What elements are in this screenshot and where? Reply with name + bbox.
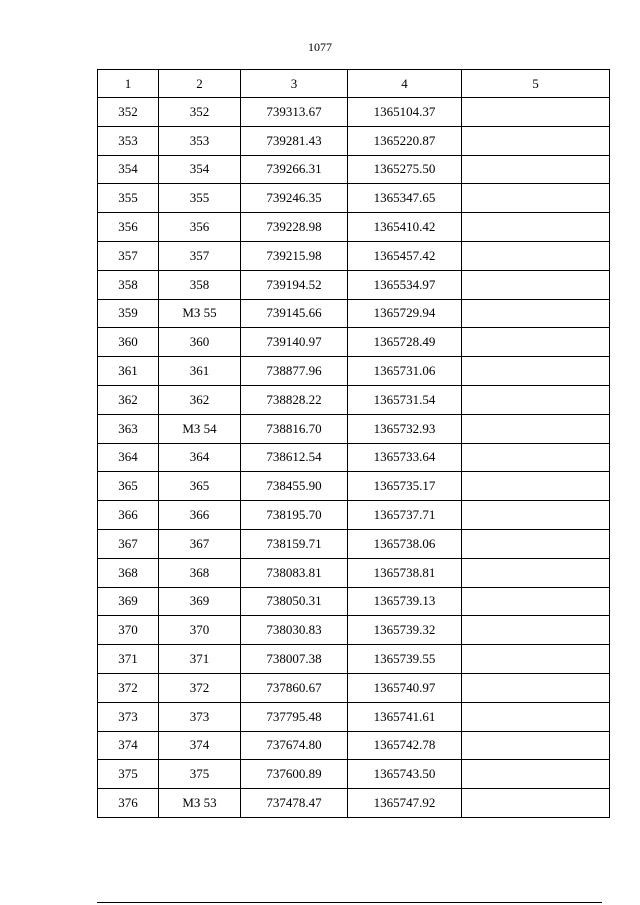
table-cell-col-2: 356 bbox=[159, 213, 241, 242]
table-body bbox=[98, 98, 610, 818]
table-cell-col-4: 1365534.97 bbox=[348, 270, 462, 299]
table-cell-col-5 bbox=[462, 789, 610, 818]
table-cell-col-2: 354 bbox=[159, 155, 241, 184]
header-cell-1: 1 bbox=[98, 70, 159, 98]
table-cell-col-1: 360 bbox=[98, 328, 159, 357]
table-cell-col-5 bbox=[462, 299, 610, 328]
table-row bbox=[98, 616, 610, 645]
table-cell-col-4: 1365275.50 bbox=[348, 155, 462, 184]
table-cell-col-1: 355 bbox=[98, 184, 159, 213]
footer-rule bbox=[97, 902, 602, 903]
table-cell-col-2: 375 bbox=[159, 760, 241, 789]
table-cell-col-3: 738030.83 bbox=[241, 616, 348, 645]
table-cell-col-1: 368 bbox=[98, 558, 159, 587]
table-cell-col-4: 1365741.61 bbox=[348, 702, 462, 731]
table-cell-col-5 bbox=[462, 702, 610, 731]
table-cell-col-1: 352 bbox=[98, 98, 159, 127]
table-row bbox=[98, 155, 610, 184]
table-cell-col-2: 371 bbox=[159, 645, 241, 674]
table-cell-col-3: 738195.70 bbox=[241, 501, 348, 530]
table-row bbox=[98, 184, 610, 213]
table-cell-col-4: 1365747.92 bbox=[348, 789, 462, 818]
table-cell-col-5 bbox=[462, 126, 610, 155]
table-cell-col-5 bbox=[462, 616, 610, 645]
table-cell-col-3: 739313.67 bbox=[241, 98, 348, 127]
table-cell-col-4: 1365739.32 bbox=[348, 616, 462, 645]
table-cell-col-3: 738455.90 bbox=[241, 472, 348, 501]
table-cell-col-3: 738828.22 bbox=[241, 385, 348, 414]
table-cell-col-5 bbox=[462, 760, 610, 789]
table-row bbox=[98, 98, 610, 127]
table-row bbox=[98, 443, 610, 472]
table-cell-col-3: 739194.52 bbox=[241, 270, 348, 299]
table-cell-col-3: 738083.81 bbox=[241, 558, 348, 587]
table-row bbox=[98, 789, 610, 818]
header-cell-5: 5 bbox=[462, 70, 610, 98]
table-cell-col-3: 739215.98 bbox=[241, 241, 348, 270]
table-cell-col-4: 1365731.54 bbox=[348, 385, 462, 414]
table-cell-col-2: 353 bbox=[159, 126, 241, 155]
table-cell-col-1: 356 bbox=[98, 213, 159, 242]
table-cell-col-4: 1365735.17 bbox=[348, 472, 462, 501]
table-header-row bbox=[98, 70, 610, 98]
table-row bbox=[98, 472, 610, 501]
table-cell-col-4: 1365737.71 bbox=[348, 501, 462, 530]
table-row bbox=[98, 558, 610, 587]
table-cell-col-3: 738612.54 bbox=[241, 443, 348, 472]
table-cell-col-3: 737600.89 bbox=[241, 760, 348, 789]
table-cell-col-2: 366 bbox=[159, 501, 241, 530]
table-cell-col-5 bbox=[462, 529, 610, 558]
table-row bbox=[98, 299, 610, 328]
table-row bbox=[98, 213, 610, 242]
table-cell-col-3: 739246.35 bbox=[241, 184, 348, 213]
table-cell-col-3: 738816.70 bbox=[241, 414, 348, 443]
table-row bbox=[98, 270, 610, 299]
table-cell-col-2: 362 bbox=[159, 385, 241, 414]
table-cell-col-1: 357 bbox=[98, 241, 159, 270]
table-cell-col-5 bbox=[462, 645, 610, 674]
table-cell-col-3: 738159.71 bbox=[241, 529, 348, 558]
table-cell-col-1: 365 bbox=[98, 472, 159, 501]
table-row bbox=[98, 328, 610, 357]
table-cell-col-1: 376 bbox=[98, 789, 159, 818]
table-cell-col-2: МЗ 54 bbox=[159, 414, 241, 443]
table-cell-col-4: 1365457.42 bbox=[348, 241, 462, 270]
table-cell-col-2: 352 bbox=[159, 98, 241, 127]
table-cell-col-2: 372 bbox=[159, 673, 241, 702]
table-cell-col-3: 739145.66 bbox=[241, 299, 348, 328]
table-row bbox=[98, 529, 610, 558]
table-row bbox=[98, 414, 610, 443]
table-cell-col-5 bbox=[462, 328, 610, 357]
table-cell-col-1: 373 bbox=[98, 702, 159, 731]
table-cell-col-2: 355 bbox=[159, 184, 241, 213]
table-cell-col-5 bbox=[462, 385, 610, 414]
table-row bbox=[98, 702, 610, 731]
table-cell-col-4: 1365738.06 bbox=[348, 529, 462, 558]
table-cell-col-5 bbox=[462, 184, 610, 213]
table-row bbox=[98, 587, 610, 616]
table-cell-col-5 bbox=[462, 357, 610, 386]
table-cell-col-1: 363 bbox=[98, 414, 159, 443]
table-cell-col-4: 1365733.64 bbox=[348, 443, 462, 472]
table-cell-col-5 bbox=[462, 155, 610, 184]
table-cell-col-4: 1365738.81 bbox=[348, 558, 462, 587]
table-cell-col-5 bbox=[462, 731, 610, 760]
header-cell-3: 3 bbox=[241, 70, 348, 98]
table-cell-col-5 bbox=[462, 472, 610, 501]
table-row bbox=[98, 731, 610, 760]
table-cell-col-1: 354 bbox=[98, 155, 159, 184]
table-cell-col-1: 362 bbox=[98, 385, 159, 414]
table-cell-col-3: 738877.96 bbox=[241, 357, 348, 386]
table-cell-col-2: МЗ 55 bbox=[159, 299, 241, 328]
table-cell-col-1: 370 bbox=[98, 616, 159, 645]
table-cell-col-1: 359 bbox=[98, 299, 159, 328]
table-cell-col-4: 1365739.55 bbox=[348, 645, 462, 674]
table-cell-col-1: 364 bbox=[98, 443, 159, 472]
table-cell-col-2: 365 bbox=[159, 472, 241, 501]
table-cell-col-4: 1365742.78 bbox=[348, 731, 462, 760]
table-row bbox=[98, 385, 610, 414]
table-cell-col-4: 1365732.93 bbox=[348, 414, 462, 443]
table-cell-col-4: 1365739.13 bbox=[348, 587, 462, 616]
table-cell-col-2: 369 bbox=[159, 587, 241, 616]
table-cell-col-4: 1365220.87 bbox=[348, 126, 462, 155]
table-cell-col-4: 1365731.06 bbox=[348, 357, 462, 386]
header-cell-4: 4 bbox=[348, 70, 462, 98]
table-cell-col-4: 1365104.37 bbox=[348, 98, 462, 127]
table-row bbox=[98, 760, 610, 789]
table-cell-col-1: 372 bbox=[98, 673, 159, 702]
table-cell-col-4: 1365728.49 bbox=[348, 328, 462, 357]
table-cell-col-3: 738050.31 bbox=[241, 587, 348, 616]
table-cell-col-4: 1365729.94 bbox=[348, 299, 462, 328]
table-cell-col-3: 738007.38 bbox=[241, 645, 348, 674]
table-cell-col-5 bbox=[462, 501, 610, 530]
table-cell-col-2: 367 bbox=[159, 529, 241, 558]
table-cell-col-3: 737674.80 bbox=[241, 731, 348, 760]
table-cell-col-4: 1365347.65 bbox=[348, 184, 462, 213]
table-row bbox=[98, 357, 610, 386]
table-cell-col-3: 737795.48 bbox=[241, 702, 348, 731]
table-row bbox=[98, 501, 610, 530]
table-cell-col-5 bbox=[462, 98, 610, 127]
table-cell-col-2: 373 bbox=[159, 702, 241, 731]
table-cell-col-1: 369 bbox=[98, 587, 159, 616]
table-cell-col-3: 739140.97 bbox=[241, 328, 348, 357]
table-cell-col-3: 737860.67 bbox=[241, 673, 348, 702]
table-cell-col-5 bbox=[462, 443, 610, 472]
table-cell-col-1: 366 bbox=[98, 501, 159, 530]
page-number: 1077 bbox=[308, 40, 332, 54]
table-cell-col-5 bbox=[462, 587, 610, 616]
table-cell-col-1: 353 bbox=[98, 126, 159, 155]
table-cell-col-2: 360 bbox=[159, 328, 241, 357]
table-cell-col-3: 739266.31 bbox=[241, 155, 348, 184]
table-cell-col-5 bbox=[462, 270, 610, 299]
header-cell-2: 2 bbox=[159, 70, 241, 98]
table-row bbox=[98, 241, 610, 270]
table-cell-col-1: 375 bbox=[98, 760, 159, 789]
table-cell-col-1: 361 bbox=[98, 357, 159, 386]
table-cell-col-4: 1365743.50 bbox=[348, 760, 462, 789]
table-cell-col-5 bbox=[462, 558, 610, 587]
table-cell-col-2: 370 bbox=[159, 616, 241, 645]
table-cell-col-2: 374 bbox=[159, 731, 241, 760]
table-cell-col-1: 371 bbox=[98, 645, 159, 674]
table-cell-col-2: 358 bbox=[159, 270, 241, 299]
table-cell-col-4: 1365740.97 bbox=[348, 673, 462, 702]
table-cell-col-3: 739281.43 bbox=[241, 126, 348, 155]
table-cell-col-2: 361 bbox=[159, 357, 241, 386]
table-cell-col-5 bbox=[462, 414, 610, 443]
table-cell-col-2: МЗ 53 bbox=[159, 789, 241, 818]
table-row bbox=[98, 645, 610, 674]
table-cell-col-5 bbox=[462, 241, 610, 270]
table-cell-col-3: 739228.98 bbox=[241, 213, 348, 242]
table-cell-col-2: 357 bbox=[159, 241, 241, 270]
table-cell-col-2: 368 bbox=[159, 558, 241, 587]
table-cell-col-1: 367 bbox=[98, 529, 159, 558]
table-cell-col-1: 358 bbox=[98, 270, 159, 299]
table-row bbox=[98, 673, 610, 702]
coordinates-table bbox=[97, 69, 610, 818]
table-cell-col-5 bbox=[462, 673, 610, 702]
table-cell-col-3: 737478.47 bbox=[241, 789, 348, 818]
table-cell-col-1: 374 bbox=[98, 731, 159, 760]
table-row bbox=[98, 126, 610, 155]
table-cell-col-4: 1365410.42 bbox=[348, 213, 462, 242]
table-cell-col-2: 364 bbox=[159, 443, 241, 472]
table-cell-col-5 bbox=[462, 213, 610, 242]
